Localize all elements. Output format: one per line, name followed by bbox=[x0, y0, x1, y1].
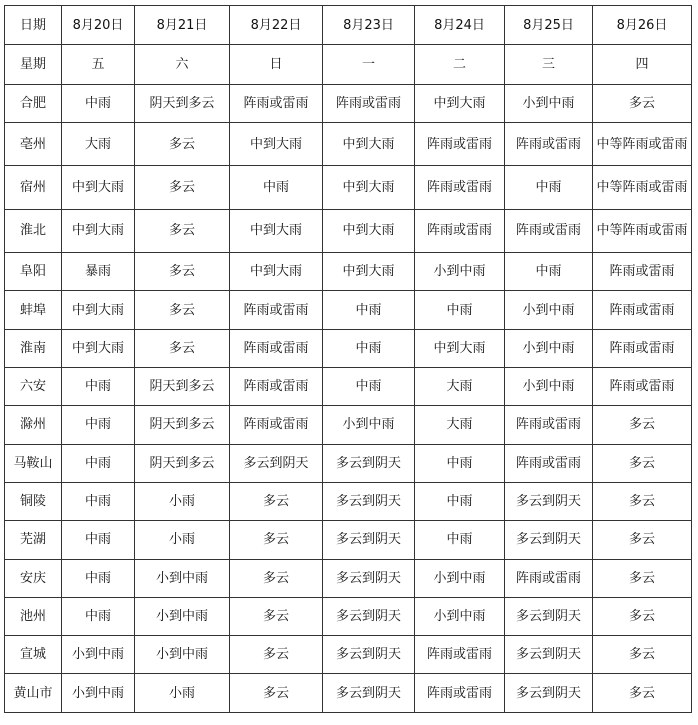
forecast-cell: 中雨 bbox=[505, 253, 593, 291]
forecast-cell: 小到中雨 bbox=[415, 597, 505, 635]
forecast-cell: 中雨 bbox=[62, 521, 135, 559]
weekday-cell: 日 bbox=[230, 45, 323, 84]
weather-forecast-table bbox=[4, 5, 692, 713]
forecast-cell: 暴雨 bbox=[62, 253, 135, 291]
forecast-cell: 中到大雨 bbox=[62, 209, 135, 252]
forecast-cell: 中雨 bbox=[505, 166, 593, 209]
table-row bbox=[5, 674, 692, 713]
forecast-cell: 多云到阴天 bbox=[323, 444, 415, 482]
forecast-cell: 多云 bbox=[593, 636, 692, 674]
city-cell: 池州 bbox=[5, 597, 62, 635]
forecast-cell: 小到中雨 bbox=[505, 291, 593, 329]
weekday-cell: 五 bbox=[62, 45, 135, 84]
table-row bbox=[5, 636, 692, 674]
forecast-cell: 小雨 bbox=[135, 674, 230, 713]
forecast-cell: 多云 bbox=[135, 329, 230, 367]
city-cell: 淮北 bbox=[5, 209, 62, 252]
city-cell: 滁州 bbox=[5, 406, 62, 444]
city-cell: 亳州 bbox=[5, 122, 62, 165]
forecast-cell: 中等阵雨或雷雨 bbox=[593, 122, 692, 165]
city-cell: 淮南 bbox=[5, 329, 62, 367]
forecast-cell: 大雨 bbox=[415, 367, 505, 405]
table-row bbox=[5, 84, 692, 122]
forecast-cell: 多云 bbox=[135, 291, 230, 329]
forecast-cell: 阵雨或雷雨 bbox=[593, 253, 692, 291]
forecast-cell: 阵雨或雷雨 bbox=[323, 84, 415, 122]
forecast-cell: 阵雨或雷雨 bbox=[505, 559, 593, 597]
city-cell: 阜阳 bbox=[5, 253, 62, 291]
forecast-cell: 阴天到多云 bbox=[135, 406, 230, 444]
date-cell: 8月23日 bbox=[323, 6, 415, 45]
forecast-cell: 多云 bbox=[593, 521, 692, 559]
forecast-cell: 中到大雨 bbox=[323, 166, 415, 209]
forecast-cell: 阵雨或雷雨 bbox=[593, 329, 692, 367]
forecast-cell: 中雨 bbox=[323, 367, 415, 405]
forecast-cell: 中到大雨 bbox=[230, 122, 323, 165]
forecast-cell: 小到中雨 bbox=[505, 367, 593, 405]
forecast-cell: 阵雨或雷雨 bbox=[415, 674, 505, 713]
forecast-cell: 大雨 bbox=[62, 122, 135, 165]
date-cell: 8月25日 bbox=[505, 6, 593, 45]
forecast-cell: 中雨 bbox=[62, 367, 135, 405]
forecast-cell: 中雨 bbox=[62, 444, 135, 482]
forecast-cell: 多云 bbox=[135, 166, 230, 209]
forecast-cell: 阵雨或雷雨 bbox=[505, 406, 593, 444]
forecast-cell: 小雨 bbox=[135, 521, 230, 559]
date-header-row bbox=[5, 6, 692, 45]
forecast-cell: 多云到阴天 bbox=[505, 674, 593, 713]
forecast-cell: 多云到阴天 bbox=[323, 674, 415, 713]
table-row bbox=[5, 482, 692, 520]
date-cell: 8月20日 bbox=[62, 6, 135, 45]
city-cell: 黄山市 bbox=[5, 674, 62, 713]
forecast-cell: 多云到阴天 bbox=[323, 559, 415, 597]
forecast-cell: 多云到阴天 bbox=[505, 636, 593, 674]
city-cell: 马鞍山 bbox=[5, 444, 62, 482]
forecast-cell: 中到大雨 bbox=[415, 84, 505, 122]
forecast-cell: 阵雨或雷雨 bbox=[505, 444, 593, 482]
forecast-cell: 中等阵雨或雷雨 bbox=[593, 209, 692, 252]
forecast-cell: 多云 bbox=[230, 597, 323, 635]
city-cell: 六安 bbox=[5, 367, 62, 405]
city-cell: 宿州 bbox=[5, 166, 62, 209]
forecast-cell: 多云 bbox=[593, 84, 692, 122]
forecast-cell: 阵雨或雷雨 bbox=[593, 291, 692, 329]
forecast-cell: 中到大雨 bbox=[62, 329, 135, 367]
weekday-cell: 二 bbox=[415, 45, 505, 84]
table-row bbox=[5, 209, 692, 252]
forecast-cell: 多云到阴天 bbox=[505, 521, 593, 559]
forecast-cell: 中雨 bbox=[415, 482, 505, 520]
forecast-cell: 多云 bbox=[230, 521, 323, 559]
forecast-cell: 阴天到多云 bbox=[135, 367, 230, 405]
forecast-cell: 阵雨或雷雨 bbox=[415, 209, 505, 252]
forecast-cell: 多云到阴天 bbox=[505, 482, 593, 520]
forecast-cell: 阴天到多云 bbox=[135, 84, 230, 122]
forecast-cell: 小到中雨 bbox=[135, 597, 230, 635]
date-header-label: 日期 bbox=[5, 6, 62, 45]
table-row bbox=[5, 166, 692, 209]
forecast-cell: 中到大雨 bbox=[323, 209, 415, 252]
forecast-cell: 多云 bbox=[135, 209, 230, 252]
table-row bbox=[5, 406, 692, 444]
forecast-cell: 多云 bbox=[593, 674, 692, 713]
forecast-cell: 阵雨或雷雨 bbox=[230, 84, 323, 122]
weekday-cell: 六 bbox=[135, 45, 230, 84]
forecast-cell: 多云 bbox=[593, 444, 692, 482]
forecast-cell: 中雨 bbox=[62, 84, 135, 122]
forecast-cell: 多云 bbox=[230, 559, 323, 597]
forecast-cell: 小雨 bbox=[135, 482, 230, 520]
date-cell: 8月21日 bbox=[135, 6, 230, 45]
forecast-cell: 中雨 bbox=[62, 597, 135, 635]
forecast-cell: 中雨 bbox=[415, 521, 505, 559]
city-cell: 宣城 bbox=[5, 636, 62, 674]
forecast-cell: 多云 bbox=[593, 406, 692, 444]
forecast-cell: 小到中雨 bbox=[505, 329, 593, 367]
date-cell: 8月26日 bbox=[593, 6, 692, 45]
forecast-cell: 阵雨或雷雨 bbox=[415, 636, 505, 674]
table-row bbox=[5, 253, 692, 291]
city-cell: 合肥 bbox=[5, 84, 62, 122]
forecast-cell: 小到中雨 bbox=[62, 674, 135, 713]
forecast-cell: 中到大雨 bbox=[323, 122, 415, 165]
table-row bbox=[5, 559, 692, 597]
forecast-cell: 大雨 bbox=[415, 406, 505, 444]
forecast-cell: 中雨 bbox=[230, 166, 323, 209]
forecast-cell: 阵雨或雷雨 bbox=[230, 329, 323, 367]
forecast-cell: 中到大雨 bbox=[230, 253, 323, 291]
city-cell: 蚌埠 bbox=[5, 291, 62, 329]
forecast-cell: 多云 bbox=[593, 482, 692, 520]
date-cell: 8月22日 bbox=[230, 6, 323, 45]
table-row bbox=[5, 521, 692, 559]
forecast-cell: 阵雨或雷雨 bbox=[230, 406, 323, 444]
forecast-cell: 中到大雨 bbox=[230, 209, 323, 252]
forecast-cell: 小到中雨 bbox=[62, 636, 135, 674]
forecast-cell: 多云 bbox=[593, 559, 692, 597]
weekday-cell: 一 bbox=[323, 45, 415, 84]
forecast-cell: 小到中雨 bbox=[505, 84, 593, 122]
forecast-cell: 多云到阴天 bbox=[323, 636, 415, 674]
forecast-cell: 阵雨或雷雨 bbox=[230, 367, 323, 405]
city-cell: 铜陵 bbox=[5, 482, 62, 520]
forecast-cell: 阵雨或雷雨 bbox=[505, 209, 593, 252]
forecast-cell: 多云 bbox=[593, 597, 692, 635]
forecast-cell: 多云到阴天 bbox=[230, 444, 323, 482]
forecast-cell: 小到中雨 bbox=[135, 636, 230, 674]
forecast-cell: 多云到阴天 bbox=[505, 597, 593, 635]
forecast-cell: 中等阵雨或雷雨 bbox=[593, 166, 692, 209]
table-row bbox=[5, 122, 692, 165]
forecast-cell: 小到中雨 bbox=[135, 559, 230, 597]
forecast-cell: 阴天到多云 bbox=[135, 444, 230, 482]
forecast-cell: 小到中雨 bbox=[415, 253, 505, 291]
forecast-cell: 中到大雨 bbox=[415, 329, 505, 367]
forecast-cell: 阵雨或雷雨 bbox=[415, 122, 505, 165]
forecast-cell: 小到中雨 bbox=[323, 406, 415, 444]
forecast-cell: 多云 bbox=[230, 674, 323, 713]
table-row bbox=[5, 291, 692, 329]
city-cell: 芜湖 bbox=[5, 521, 62, 559]
forecast-cell: 中雨 bbox=[62, 406, 135, 444]
forecast-cell: 中到大雨 bbox=[62, 291, 135, 329]
forecast-cell: 中到大雨 bbox=[323, 253, 415, 291]
forecast-cell: 多云 bbox=[135, 253, 230, 291]
forecast-cell: 多云到阴天 bbox=[323, 597, 415, 635]
forecast-cell: 阵雨或雷雨 bbox=[505, 122, 593, 165]
forecast-cell: 小到中雨 bbox=[415, 559, 505, 597]
forecast-cell: 中雨 bbox=[415, 444, 505, 482]
table-row bbox=[5, 367, 692, 405]
forecast-cell: 多云到阴天 bbox=[323, 521, 415, 559]
forecast-cell: 中雨 bbox=[323, 329, 415, 367]
forecast-cell: 中到大雨 bbox=[62, 166, 135, 209]
forecast-cell: 多云 bbox=[230, 636, 323, 674]
forecast-cell: 多云到阴天 bbox=[323, 482, 415, 520]
weekday-header-row bbox=[5, 45, 692, 84]
weekday-header-label: 星期 bbox=[5, 45, 62, 84]
weekday-cell: 四 bbox=[593, 45, 692, 84]
forecast-cell: 中雨 bbox=[62, 559, 135, 597]
forecast-cell: 阵雨或雷雨 bbox=[593, 367, 692, 405]
city-cell: 安庆 bbox=[5, 559, 62, 597]
table-row bbox=[5, 329, 692, 367]
forecast-cell: 中雨 bbox=[62, 482, 135, 520]
forecast-cell: 中雨 bbox=[415, 291, 505, 329]
forecast-cell: 多云 bbox=[230, 482, 323, 520]
forecast-cell: 阵雨或雷雨 bbox=[230, 291, 323, 329]
forecast-cell: 中雨 bbox=[323, 291, 415, 329]
forecast-cell: 阵雨或雷雨 bbox=[415, 166, 505, 209]
table-row bbox=[5, 597, 692, 635]
table-row bbox=[5, 444, 692, 482]
forecast-cell: 多云 bbox=[135, 122, 230, 165]
date-cell: 8月24日 bbox=[415, 6, 505, 45]
weekday-cell: 三 bbox=[505, 45, 593, 84]
